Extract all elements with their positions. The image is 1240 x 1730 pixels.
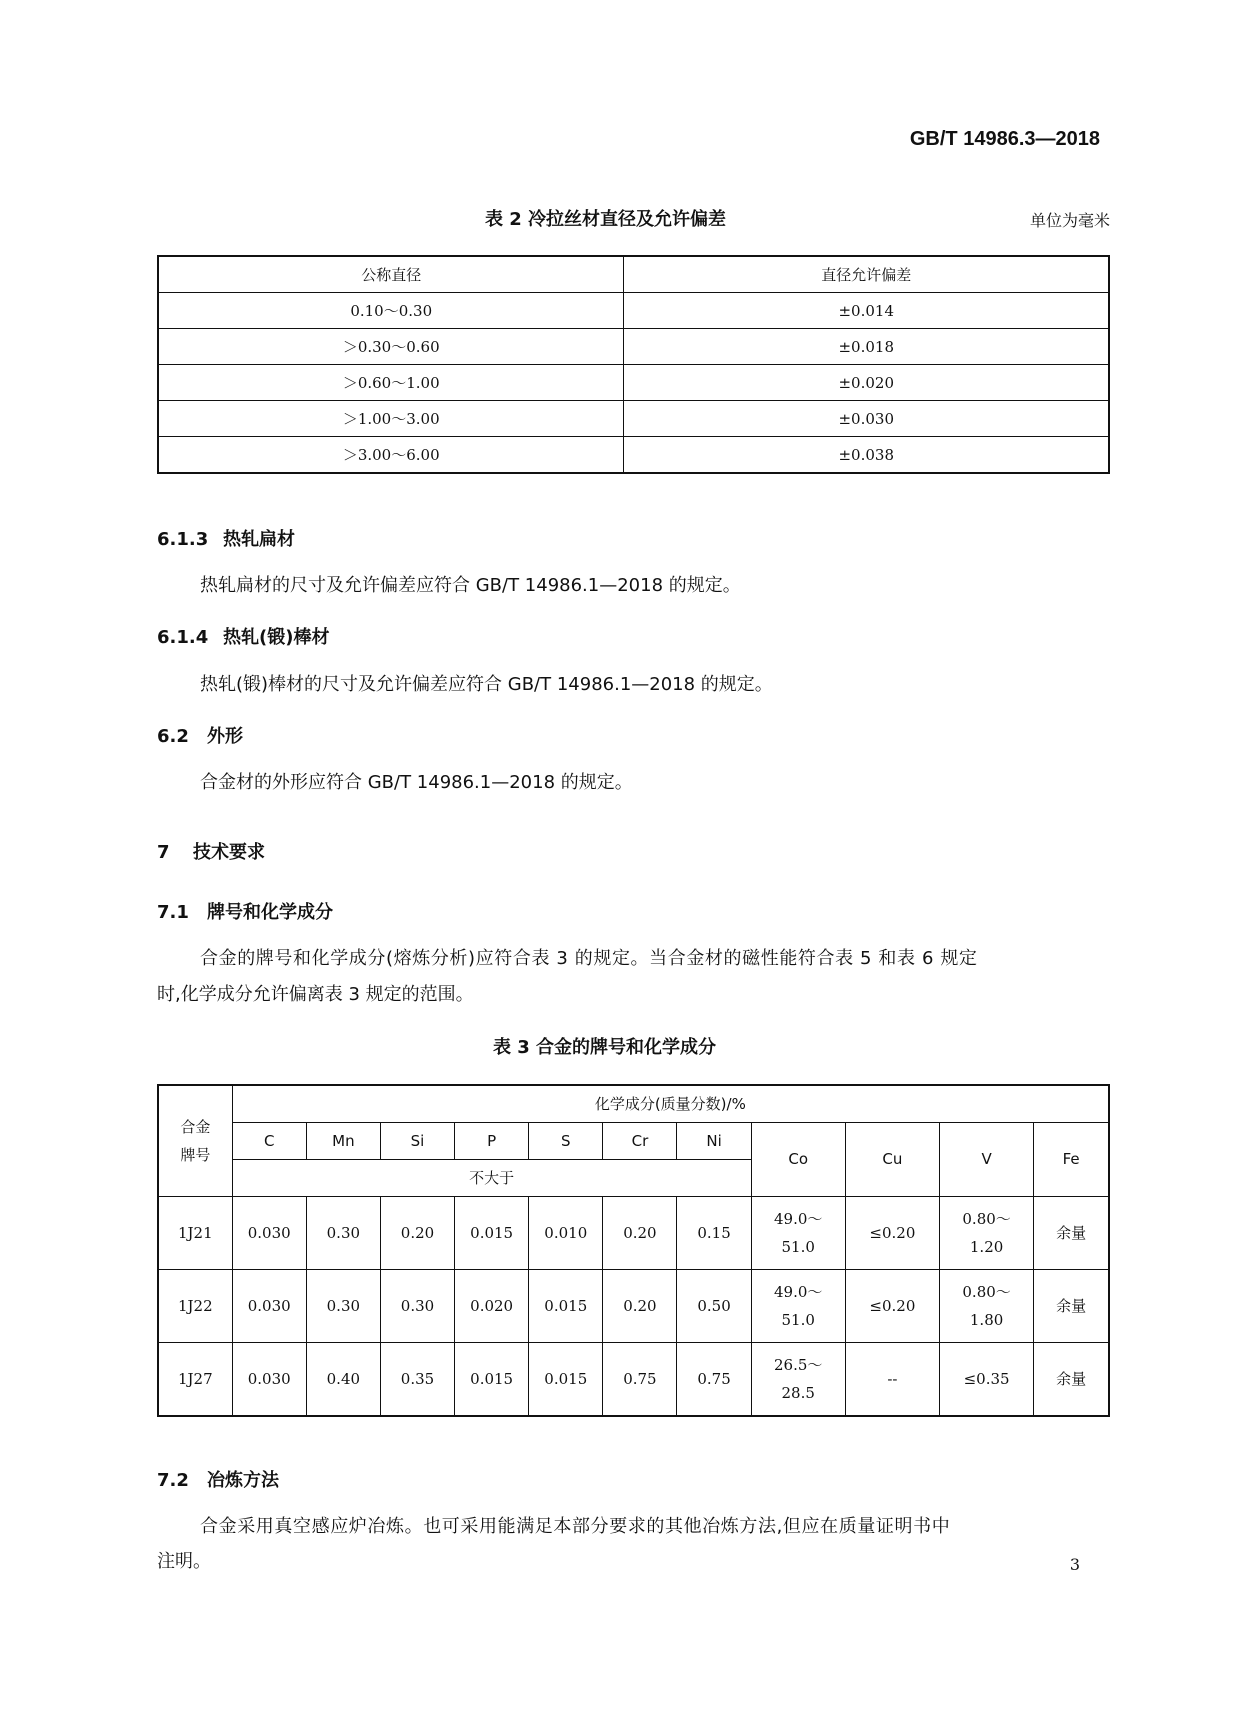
table2-cell: 0.10～0.30 <box>158 293 624 329</box>
table3-header-row-1 <box>158 1085 1109 1122</box>
table2-cell: ±0.018 <box>624 329 1109 365</box>
limit-note: 不大于 <box>232 1159 751 1196</box>
value-cell: 0.015 <box>529 1269 603 1342</box>
element-header: Mn <box>306 1122 380 1159</box>
value-cell: 0.015 <box>455 1196 529 1269</box>
element-header: Si <box>380 1122 454 1159</box>
value-cell: 0.35 <box>380 1342 454 1416</box>
element-header: Co <box>751 1122 845 1196</box>
element-header: P <box>455 1122 529 1159</box>
section-heading-6-2: 6.2 外形 <box>157 726 243 747</box>
value-cell: 0.30 <box>380 1269 454 1342</box>
value-cell: 余量 <box>1034 1342 1109 1416</box>
value-cell: 0.20 <box>380 1196 454 1269</box>
element-header: S <box>529 1122 603 1159</box>
table2-cell: ±0.020 <box>624 365 1109 401</box>
table2-cell: ±0.030 <box>624 401 1109 437</box>
page-number: 3 <box>1069 1555 1080 1574</box>
grade-cell: 1J21 <box>158 1196 232 1269</box>
standard-code: GB/T 14986.3—2018 <box>909 128 1100 150</box>
value-cell: 0.015 <box>455 1342 529 1416</box>
table2-cell: ＞3.00～6.00 <box>158 437 624 474</box>
table2-cell: ±0.038 <box>624 437 1109 474</box>
table-row <box>158 401 1109 437</box>
value-cell: 0.030 <box>232 1269 306 1342</box>
paragraph-7-1-line2: 时,化学成分允许偏离表 3 规定的范围。 <box>157 984 474 1005</box>
table2-cell: ±0.014 <box>624 293 1109 329</box>
table2-cell: ＞0.30～0.60 <box>158 329 624 365</box>
table-row <box>158 1269 1109 1342</box>
value-cell: ≤0.20 <box>845 1269 939 1342</box>
table2-header-cell: 公称直径 <box>158 256 624 293</box>
table-row <box>158 1342 1109 1416</box>
value-cell: 0.010 <box>529 1196 603 1269</box>
table2 <box>157 255 1110 474</box>
value-cell: 0.80～ 1.20 <box>940 1196 1034 1269</box>
value-cell: 0.030 <box>232 1196 306 1269</box>
table-row <box>158 293 1109 329</box>
table-row <box>158 365 1109 401</box>
paragraph-7-1-line1: 合金的牌号和化学成分(熔炼分析)应符合表 3 的规定。当合金材的磁性能符合表 5 和表 6 规定 <box>200 948 978 969</box>
value-cell: 26.5～ 28.5 <box>751 1342 845 1416</box>
value-cell: 余量 <box>1034 1196 1109 1269</box>
value-cell: 0.015 <box>529 1342 603 1416</box>
value-cell: 余量 <box>1034 1269 1109 1342</box>
paragraph-6-1-3: 热轧扁材的尺寸及允许偏差应符合 GB/T 14986.1—2018 的规定。 <box>200 575 741 596</box>
paragraph-7-2-line2: 注明。 <box>157 1551 211 1572</box>
value-cell: 0.020 <box>455 1269 529 1342</box>
value-cell: 0.20 <box>603 1196 677 1269</box>
table2-caption: 表 2 冷拉丝材直径及允许偏差 <box>485 209 727 230</box>
element-header: Cr <box>603 1122 677 1159</box>
table2-cell: ＞1.00～3.00 <box>158 401 624 437</box>
table2-header-row <box>158 256 1109 293</box>
value-cell: 0.30 <box>306 1196 380 1269</box>
table2-cell: ＞0.60～1.00 <box>158 365 624 401</box>
value-cell: -- <box>845 1342 939 1416</box>
table2-header-cell: 直径允许偏差 <box>624 256 1109 293</box>
section-heading-6-1-3: 6.1.3 热轧扁材 <box>157 529 295 550</box>
value-cell: 49.0～ 51.0 <box>751 1269 845 1342</box>
value-cell: 0.20 <box>603 1269 677 1342</box>
section-heading-6-1-4: 6.1.4 热轧(锻)棒材 <box>157 627 330 648</box>
value-cell: 0.75 <box>677 1342 751 1416</box>
table3-header-row-2 <box>158 1122 1109 1159</box>
section-heading-7-1: 7.1 牌号和化学成分 <box>157 902 333 923</box>
section-heading-7-2: 7.2 冶炼方法 <box>157 1470 279 1491</box>
value-cell: 0.15 <box>677 1196 751 1269</box>
paragraph-6-1-4: 热轧(锻)棒材的尺寸及允许偏差应符合 GB/T 14986.1—2018 的规定。 <box>200 674 773 695</box>
element-header: Ni <box>677 1122 751 1159</box>
grade-cell: 1J27 <box>158 1342 232 1416</box>
table3-caption: 表 3 合金的牌号和化学成分 <box>493 1037 717 1058</box>
element-header: V <box>940 1122 1034 1196</box>
table2-unit: 单位为毫米 <box>1029 211 1110 230</box>
value-cell: 0.75 <box>603 1342 677 1416</box>
grade-header: 合金 牌号 <box>158 1085 232 1196</box>
table-row <box>158 1196 1109 1269</box>
value-cell: ≤0.35 <box>940 1342 1034 1416</box>
value-cell: ≤0.20 <box>845 1196 939 1269</box>
paragraph-7-2-line1: 合金采用真空感应炉冶炼。也可采用能满足本部分要求的其他冶炼方法,但应在质量证明书中 <box>200 1516 951 1537</box>
composition-header: 化学成分(质量分数)/% <box>232 1085 1109 1122</box>
table-row <box>158 437 1109 474</box>
element-header: Fe <box>1034 1122 1109 1196</box>
value-cell: 0.50 <box>677 1269 751 1342</box>
table3 <box>157 1084 1110 1417</box>
grade-cell: 1J22 <box>158 1269 232 1342</box>
element-header: C <box>232 1122 306 1159</box>
value-cell: 49.0～ 51.0 <box>751 1196 845 1269</box>
value-cell: 0.030 <box>232 1342 306 1416</box>
element-header: Cu <box>845 1122 939 1196</box>
value-cell: 0.30 <box>306 1269 380 1342</box>
value-cell: 0.80～ 1.80 <box>940 1269 1034 1342</box>
table-row <box>158 329 1109 365</box>
value-cell: 0.40 <box>306 1342 380 1416</box>
section-heading-7: 7 技术要求 <box>157 842 265 863</box>
paragraph-6-2: 合金材的外形应符合 GB/T 14986.1—2018 的规定。 <box>200 772 633 793</box>
